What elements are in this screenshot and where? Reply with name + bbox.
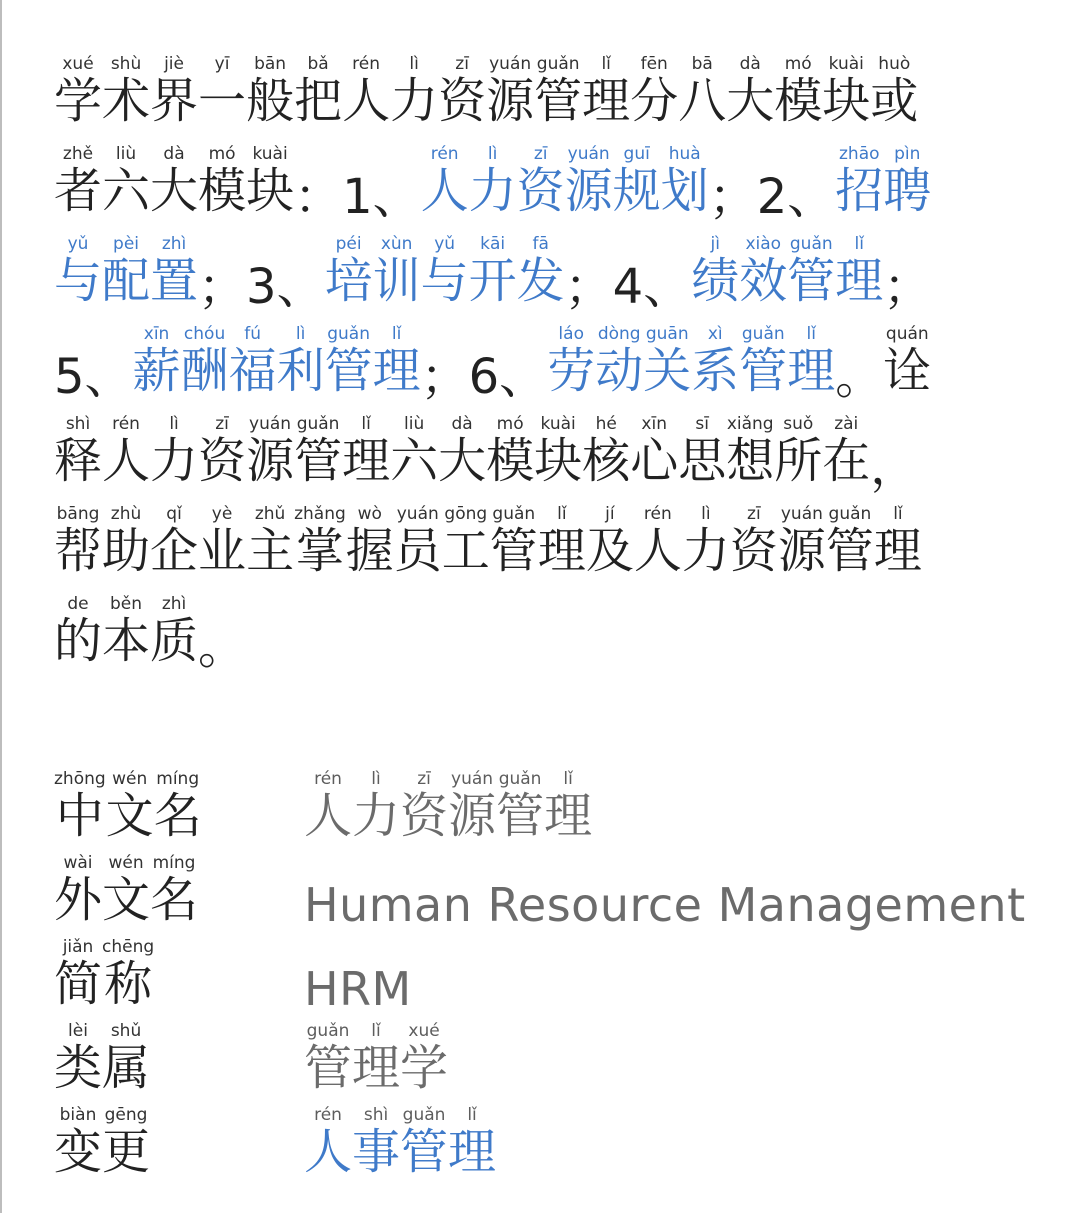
pinyin: lǐ [835, 234, 884, 254]
separator: ；3、 [198, 259, 325, 315]
hanzi-with-pinyin: 理lǐ [873, 504, 922, 579]
pinyin: guǎn [787, 234, 836, 254]
hanzi-with-pinyin: 开kāi [468, 234, 517, 309]
line-text [54, 506, 922, 581]
hanzi-with-pinyin: 人rén [304, 769, 353, 844]
hanzi-with-pinyin: 与yǔ [54, 234, 103, 309]
pinyin: shì [352, 1105, 401, 1125]
info-row-chinese-name [54, 770, 1044, 854]
hanzi-with-pinyin: 名míng [150, 853, 199, 928]
pinyin: de [54, 594, 102, 614]
hanzi-with-pinyin: 所suǒ [774, 414, 823, 489]
pinyin: lǐ [372, 324, 421, 344]
hanzi-with-pinyin: 管guǎn [739, 324, 788, 399]
info-row-former-name [54, 1106, 1044, 1190]
pinyin: rén [633, 504, 682, 524]
hanzi-with-pinyin: 中zhōng [54, 769, 106, 844]
line-text [54, 56, 918, 131]
hanzi-with-pinyin: 本běn [102, 594, 151, 669]
paragraph-line-5 [54, 416, 1044, 506]
pinyin: huà [660, 144, 709, 164]
pinyin: lì [276, 324, 325, 344]
hanzi-with-pinyin: 名míng [153, 769, 202, 844]
pinyin: yuán [777, 504, 826, 524]
pinyin: pìn [883, 144, 932, 164]
hanzi-with-pinyin: 配pèi [102, 234, 151, 309]
pinyin: kuài [534, 414, 583, 434]
pinyin: gēng [102, 1105, 151, 1125]
pinyin: xīn [630, 414, 679, 434]
pinyin: liù [102, 144, 151, 164]
info-value [304, 1023, 448, 1098]
basic-info-box [54, 770, 1044, 1190]
pinyin: zī [400, 769, 449, 789]
hanzi-with-pinyin: 主zhǔ [246, 504, 295, 579]
hanzi-with-pinyin: 人rén [102, 414, 151, 489]
pinyin: zhǎng [294, 504, 346, 524]
hanzi-with-pinyin: 理lǐ [342, 414, 391, 489]
article-paragraph [54, 56, 1044, 686]
pinyin: lì [390, 54, 439, 74]
pinyin: kuài [246, 144, 295, 164]
hanzi-with-pinyin: 六liù [390, 414, 439, 489]
pinyin: shǔ [102, 1021, 151, 1041]
hanzi-with-pinyin: 模mó [774, 54, 823, 129]
hanzi-with-pinyin: 助zhù [102, 504, 151, 579]
hanzi-with-pinyin: 六liù [102, 144, 151, 219]
pinyin: kāi [468, 234, 517, 254]
hanzi-with-pinyin: 系xì [691, 324, 740, 399]
pinyin: sī [678, 414, 727, 434]
hanzi-with-pinyin: 理lǐ [448, 1105, 497, 1180]
info-label [54, 855, 198, 930]
pinyin: lì [150, 414, 199, 434]
paragraph-line-1 [54, 56, 1044, 146]
hanzi-with-pinyin: 训xùn [372, 234, 421, 309]
hanzi-with-pinyin: 福fú [228, 324, 277, 399]
hanzi-with-pinyin: 在zài [822, 414, 871, 489]
pinyin: zhǔ [246, 504, 295, 524]
hanzi-with-pinyin: 力lì [150, 414, 199, 489]
link-training-development[interactable] [325, 236, 565, 311]
line-text [883, 326, 931, 401]
pinyin: zī [438, 54, 487, 74]
pinyin: guǎn [825, 504, 874, 524]
hanzi-with-pinyin: 招zhāo [835, 144, 884, 219]
info-row-foreign-name [54, 854, 1044, 938]
pinyin: hé [582, 414, 631, 434]
pinyin: guǎn [294, 414, 343, 434]
hanzi-with-pinyin: 释shì [54, 414, 103, 489]
hanzi-with-pinyin: 简jiǎn [54, 937, 103, 1012]
pinyin: xiào [739, 234, 788, 254]
pinyin: kuài [822, 54, 871, 74]
hanzi-with-pinyin: 学xué [400, 1021, 449, 1096]
hanzi-with-pinyin: 文wén [102, 853, 151, 928]
hanzi-with-pinyin: 心xīn [630, 414, 679, 489]
hanzi-with-pinyin: 薪xīn [132, 324, 181, 399]
pinyin: huò [870, 54, 919, 74]
pinyin: liù [390, 414, 439, 434]
pinyin: rén [304, 1105, 353, 1125]
info-value [304, 771, 592, 846]
pinyin: mó [774, 54, 823, 74]
pinyin: bān [246, 54, 295, 74]
pinyin: bā [678, 54, 727, 74]
hanzi-with-pinyin: 核hé [582, 414, 631, 489]
info-label [54, 1023, 150, 1098]
pinyin: zī [516, 144, 565, 164]
pinyin: rén [342, 54, 391, 74]
hanzi-with-pinyin: 资zī [729, 504, 778, 579]
line-text [54, 416, 870, 491]
hanzi-with-pinyin: 管guǎn [496, 769, 545, 844]
pinyin: zài [822, 414, 871, 434]
pinyin: chēng [102, 937, 155, 957]
pinyin: míng [150, 853, 199, 873]
hanzi-with-pinyin: 理lǐ [372, 324, 421, 399]
info-label [54, 939, 154, 1014]
hanzi-with-pinyin: 资zī [516, 144, 565, 219]
pinyin: quán [883, 324, 932, 344]
pinyin: guǎn [489, 504, 538, 524]
info-label [54, 1107, 150, 1182]
pinyin: zhì [150, 234, 199, 254]
paragraph-line-6 [54, 506, 1044, 596]
pinyin: lì [352, 769, 401, 789]
pinyin: yǔ [420, 234, 469, 254]
pinyin: wài [54, 853, 103, 873]
hanzi-with-pinyin: 源yuán [777, 504, 826, 579]
pinyin: yī [198, 54, 247, 74]
hanzi-with-pinyin: 术shù [102, 54, 151, 129]
pinyin: mó [486, 414, 535, 434]
line-text [54, 596, 198, 671]
hanzi-with-pinyin: 源yuán [448, 769, 497, 844]
hanzi-with-pinyin: 理lǐ [544, 769, 593, 844]
pinyin: jì [691, 234, 740, 254]
hanzi-with-pinyin: 掌zhǎng [294, 504, 346, 579]
hanzi-with-pinyin: 管guǎn [787, 234, 836, 309]
hanzi-with-pinyin: 大dà [726, 54, 775, 129]
pinyin: yuán [448, 769, 497, 789]
pinyin: míng [153, 769, 202, 789]
hanzi-with-pinyin: 管guǎn [534, 54, 583, 129]
info-row-abbreviation [54, 938, 1044, 1022]
hanzi-with-pinyin: 者zhě [54, 144, 103, 219]
pinyin: lǐ [537, 504, 586, 524]
hanzi-with-pinyin: 力lì [468, 144, 517, 219]
hanzi-with-pinyin: 企qǐ [150, 504, 199, 579]
pinyin: guǎn [534, 54, 583, 74]
link-compensation-benefits[interactable] [133, 326, 421, 401]
hanzi-with-pinyin: 人rén [420, 144, 469, 219]
hanzi-with-pinyin: 划huà [660, 144, 709, 219]
pinyin: fā [516, 234, 565, 254]
hanzi-with-pinyin: 人rén [342, 54, 391, 129]
pinyin: zhōng [54, 769, 106, 789]
pinyin: láo [547, 324, 596, 344]
hanzi-with-pinyin: 或huò [870, 54, 919, 129]
pinyin: xiǎng [726, 414, 775, 434]
pinyin: jiè [150, 54, 199, 74]
pinyin: xué [54, 54, 103, 74]
pinyin: zhě [54, 144, 103, 164]
hanzi-with-pinyin: 帮bāng [54, 504, 103, 579]
pinyin: lǐ [342, 414, 391, 434]
hanzi-with-pinyin: 一yī [198, 54, 247, 129]
pinyin: yǔ [54, 234, 102, 254]
hanzi-with-pinyin: 发fā [516, 234, 565, 309]
pinyin: chóu [180, 324, 229, 344]
pinyin: jí [585, 504, 634, 524]
hanzi-with-pinyin: 大dà [150, 144, 199, 219]
hanzi-with-pinyin: 学xué [54, 54, 103, 129]
pinyin: yuán [486, 54, 535, 74]
info-row-category [54, 1022, 1044, 1106]
hanzi-with-pinyin: 资zī [438, 54, 487, 129]
hanzi-with-pinyin: 变biàn [54, 1105, 103, 1180]
pinyin: dà [438, 414, 487, 434]
pinyin: yuán [246, 414, 295, 434]
info-value: HRM [304, 962, 412, 1016]
pinyin: fú [228, 324, 277, 344]
hanzi-with-pinyin: 人rén [633, 504, 682, 579]
pinyin: guǎn [400, 1105, 449, 1125]
pinyin: shì [54, 414, 103, 434]
hanzi-with-pinyin: 类lèi [54, 1021, 103, 1096]
pinyin: pèi [102, 234, 151, 254]
hanzi-with-pinyin: 酬chóu [180, 324, 229, 399]
pinyin: lǐ [352, 1021, 401, 1041]
pinyin: xīn [132, 324, 181, 344]
hanzi-with-pinyin: 聘pìn [883, 144, 932, 219]
hanzi-with-pinyin: 模mó [486, 414, 535, 489]
separator: 。 [198, 619, 247, 675]
pinyin: fēn [630, 54, 679, 74]
hanzi-with-pinyin: 管guǎn [304, 1021, 353, 1096]
separator: ；2、 [708, 169, 836, 225]
pinyin: lǐ [873, 504, 922, 524]
hanzi-with-pinyin: 管guǎn [294, 414, 343, 489]
hanzi-with-pinyin: 理lǐ [787, 324, 836, 399]
pinyin: xùn [372, 234, 421, 254]
pinyin: dà [726, 54, 775, 74]
info-value: Human Resource Management [304, 878, 1026, 932]
pinyin: dà [150, 144, 199, 164]
separator: ， [870, 439, 919, 495]
separator: ；6、 [420, 349, 548, 405]
pinyin: lì [468, 144, 517, 164]
hanzi-with-pinyin: 大dà [438, 414, 487, 489]
hanzi-with-pinyin: 力lì [352, 769, 401, 844]
pinyin: yuán [393, 504, 442, 524]
hanzi-with-pinyin: 理lǐ [537, 504, 586, 579]
hanzi-with-pinyin: 事shì [352, 1105, 401, 1180]
pinyin: guī [612, 144, 661, 164]
pinyin: xì [691, 324, 740, 344]
pinyin: wò [345, 504, 394, 524]
hanzi-with-pinyin: 八bā [678, 54, 727, 129]
separator: 。 [835, 349, 884, 405]
pinyin: zhāo [835, 144, 884, 164]
pinyin: xué [400, 1021, 449, 1041]
hanzi-with-pinyin: 理lǐ [582, 54, 631, 129]
hanzi-with-pinyin: 握wò [345, 504, 394, 579]
paragraph-line-3 [54, 236, 1044, 326]
hanzi-with-pinyin: 规guī [612, 144, 661, 219]
hanzi-with-pinyin: 般bān [246, 54, 295, 129]
hanzi-with-pinyin: 块kuài [822, 54, 871, 129]
line-text [54, 146, 294, 221]
paragraph-line-2 [54, 146, 1044, 236]
hanzi-with-pinyin: 质zhì [150, 594, 199, 669]
pinyin: yuán [564, 144, 613, 164]
pinyin: guān [643, 324, 692, 344]
separator: ；4、 [564, 259, 692, 315]
pinyin: lǐ [448, 1105, 497, 1125]
pinyin: bǎ [294, 54, 343, 74]
hanzi-with-pinyin: 属shǔ [102, 1021, 151, 1096]
hanzi-with-pinyin: 培péi [324, 234, 373, 309]
hanzi-with-pinyin: 源yuán [486, 54, 535, 129]
hanzi-with-pinyin: 模mó [198, 144, 247, 219]
hanzi-with-pinyin: 员yuán [393, 504, 442, 579]
pinyin: zhù [102, 504, 151, 524]
hanzi-with-pinyin: 管guǎn [489, 504, 538, 579]
pinyin: zī [729, 504, 778, 524]
pinyin: rén [304, 769, 353, 789]
hanzi-with-pinyin: 力lì [681, 504, 730, 579]
hanzi-with-pinyin: 绩jì [691, 234, 740, 309]
hanzi-with-pinyin: 把bǎ [294, 54, 343, 129]
hanzi-with-pinyin: 利lì [276, 324, 325, 399]
separator: ：1、 [294, 169, 421, 225]
pinyin: guǎn [324, 324, 373, 344]
hanzi-with-pinyin: 界jiè [150, 54, 199, 129]
link-hr-planning[interactable] [421, 146, 709, 221]
pinyin: běn [102, 594, 151, 614]
separator: 5、 [54, 349, 133, 405]
hanzi-with-pinyin: 动dòng [595, 324, 644, 399]
hanzi-with-pinyin: 的de [54, 594, 103, 669]
pinyin: lì [681, 504, 730, 524]
pinyin: dòng [595, 324, 644, 344]
pinyin: guǎn [304, 1021, 353, 1041]
pinyin: wén [102, 853, 151, 873]
info-label [54, 771, 202, 846]
separator: ； [883, 259, 932, 315]
hanzi-with-pinyin: 业yè [198, 504, 247, 579]
pinyin: mó [198, 144, 247, 164]
paragraph-line-4 [54, 326, 1044, 416]
hanzi-with-pinyin: 人rén [304, 1105, 353, 1180]
hanzi-with-pinyin: 源yuán [246, 414, 295, 489]
link-recruitment-part2[interactable] [54, 236, 198, 311]
hanzi-with-pinyin: 与yǔ [420, 234, 469, 309]
hanzi-with-pinyin: 块kuài [246, 144, 295, 219]
link-recruitment-part1[interactable] [835, 146, 931, 221]
hanzi-with-pinyin: 关guān [643, 324, 692, 399]
hanzi-with-pinyin: 资zī [400, 769, 449, 844]
pinyin: lèi [54, 1021, 102, 1041]
hanzi-with-pinyin: 管guǎn [400, 1105, 449, 1180]
pinyin: jiǎn [54, 937, 103, 957]
pinyin: lǐ [544, 769, 593, 789]
paragraph-line-7 [54, 596, 1044, 686]
pinyin: guǎn [496, 769, 545, 789]
hanzi-with-pinyin: 管guǎn [324, 324, 373, 399]
pinyin: bāng [54, 504, 102, 524]
hanzi-with-pinyin: 块kuài [534, 414, 583, 489]
left-border [0, 0, 2, 1213]
hanzi-with-pinyin: 分fēn [630, 54, 679, 129]
hanzi-with-pinyin: 资zī [198, 414, 247, 489]
pinyin: péi [324, 234, 373, 254]
hanzi-with-pinyin: 置zhì [150, 234, 199, 309]
pinyin: shù [102, 54, 151, 74]
link-personnel-management[interactable] [304, 1107, 496, 1182]
link-performance-management[interactable] [691, 236, 883, 311]
pinyin: zhì [150, 594, 199, 614]
pinyin: gōng [441, 504, 490, 524]
hanzi-with-pinyin: 劳láo [547, 324, 596, 399]
hanzi-with-pinyin: 思sī [678, 414, 727, 489]
hanzi-with-pinyin: 源yuán [564, 144, 613, 219]
hanzi-with-pinyin: 外wài [54, 853, 103, 928]
link-labor-relations[interactable] [547, 326, 835, 401]
hanzi-with-pinyin: 诠quán [883, 324, 932, 399]
hanzi-with-pinyin: 管guǎn [825, 504, 874, 579]
pinyin: rén [420, 144, 469, 164]
pinyin: yè [198, 504, 247, 524]
hanzi-with-pinyin: 效xiào [739, 234, 788, 309]
hanzi-with-pinyin: 及jí [585, 504, 634, 579]
hanzi-with-pinyin: 称chēng [102, 937, 155, 1012]
hanzi-with-pinyin: 理lǐ [352, 1021, 401, 1096]
pinyin: zī [198, 414, 247, 434]
hanzi-with-pinyin: 想xiǎng [726, 414, 775, 489]
pinyin: qǐ [150, 504, 199, 524]
pinyin: lǐ [582, 54, 631, 74]
hanzi-with-pinyin: 理lǐ [835, 234, 884, 309]
pinyin: biàn [54, 1105, 102, 1125]
hanzi-with-pinyin: 工gōng [441, 504, 490, 579]
pinyin: suǒ [774, 414, 823, 434]
pinyin: guǎn [739, 324, 788, 344]
hanzi-with-pinyin: 力lì [390, 54, 439, 129]
pinyin: rén [102, 414, 151, 434]
hanzi-with-pinyin: 更gēng [102, 1105, 151, 1180]
pinyin: wén [105, 769, 154, 789]
pinyin: lǐ [787, 324, 836, 344]
hanzi-with-pinyin: 文wén [105, 769, 154, 844]
